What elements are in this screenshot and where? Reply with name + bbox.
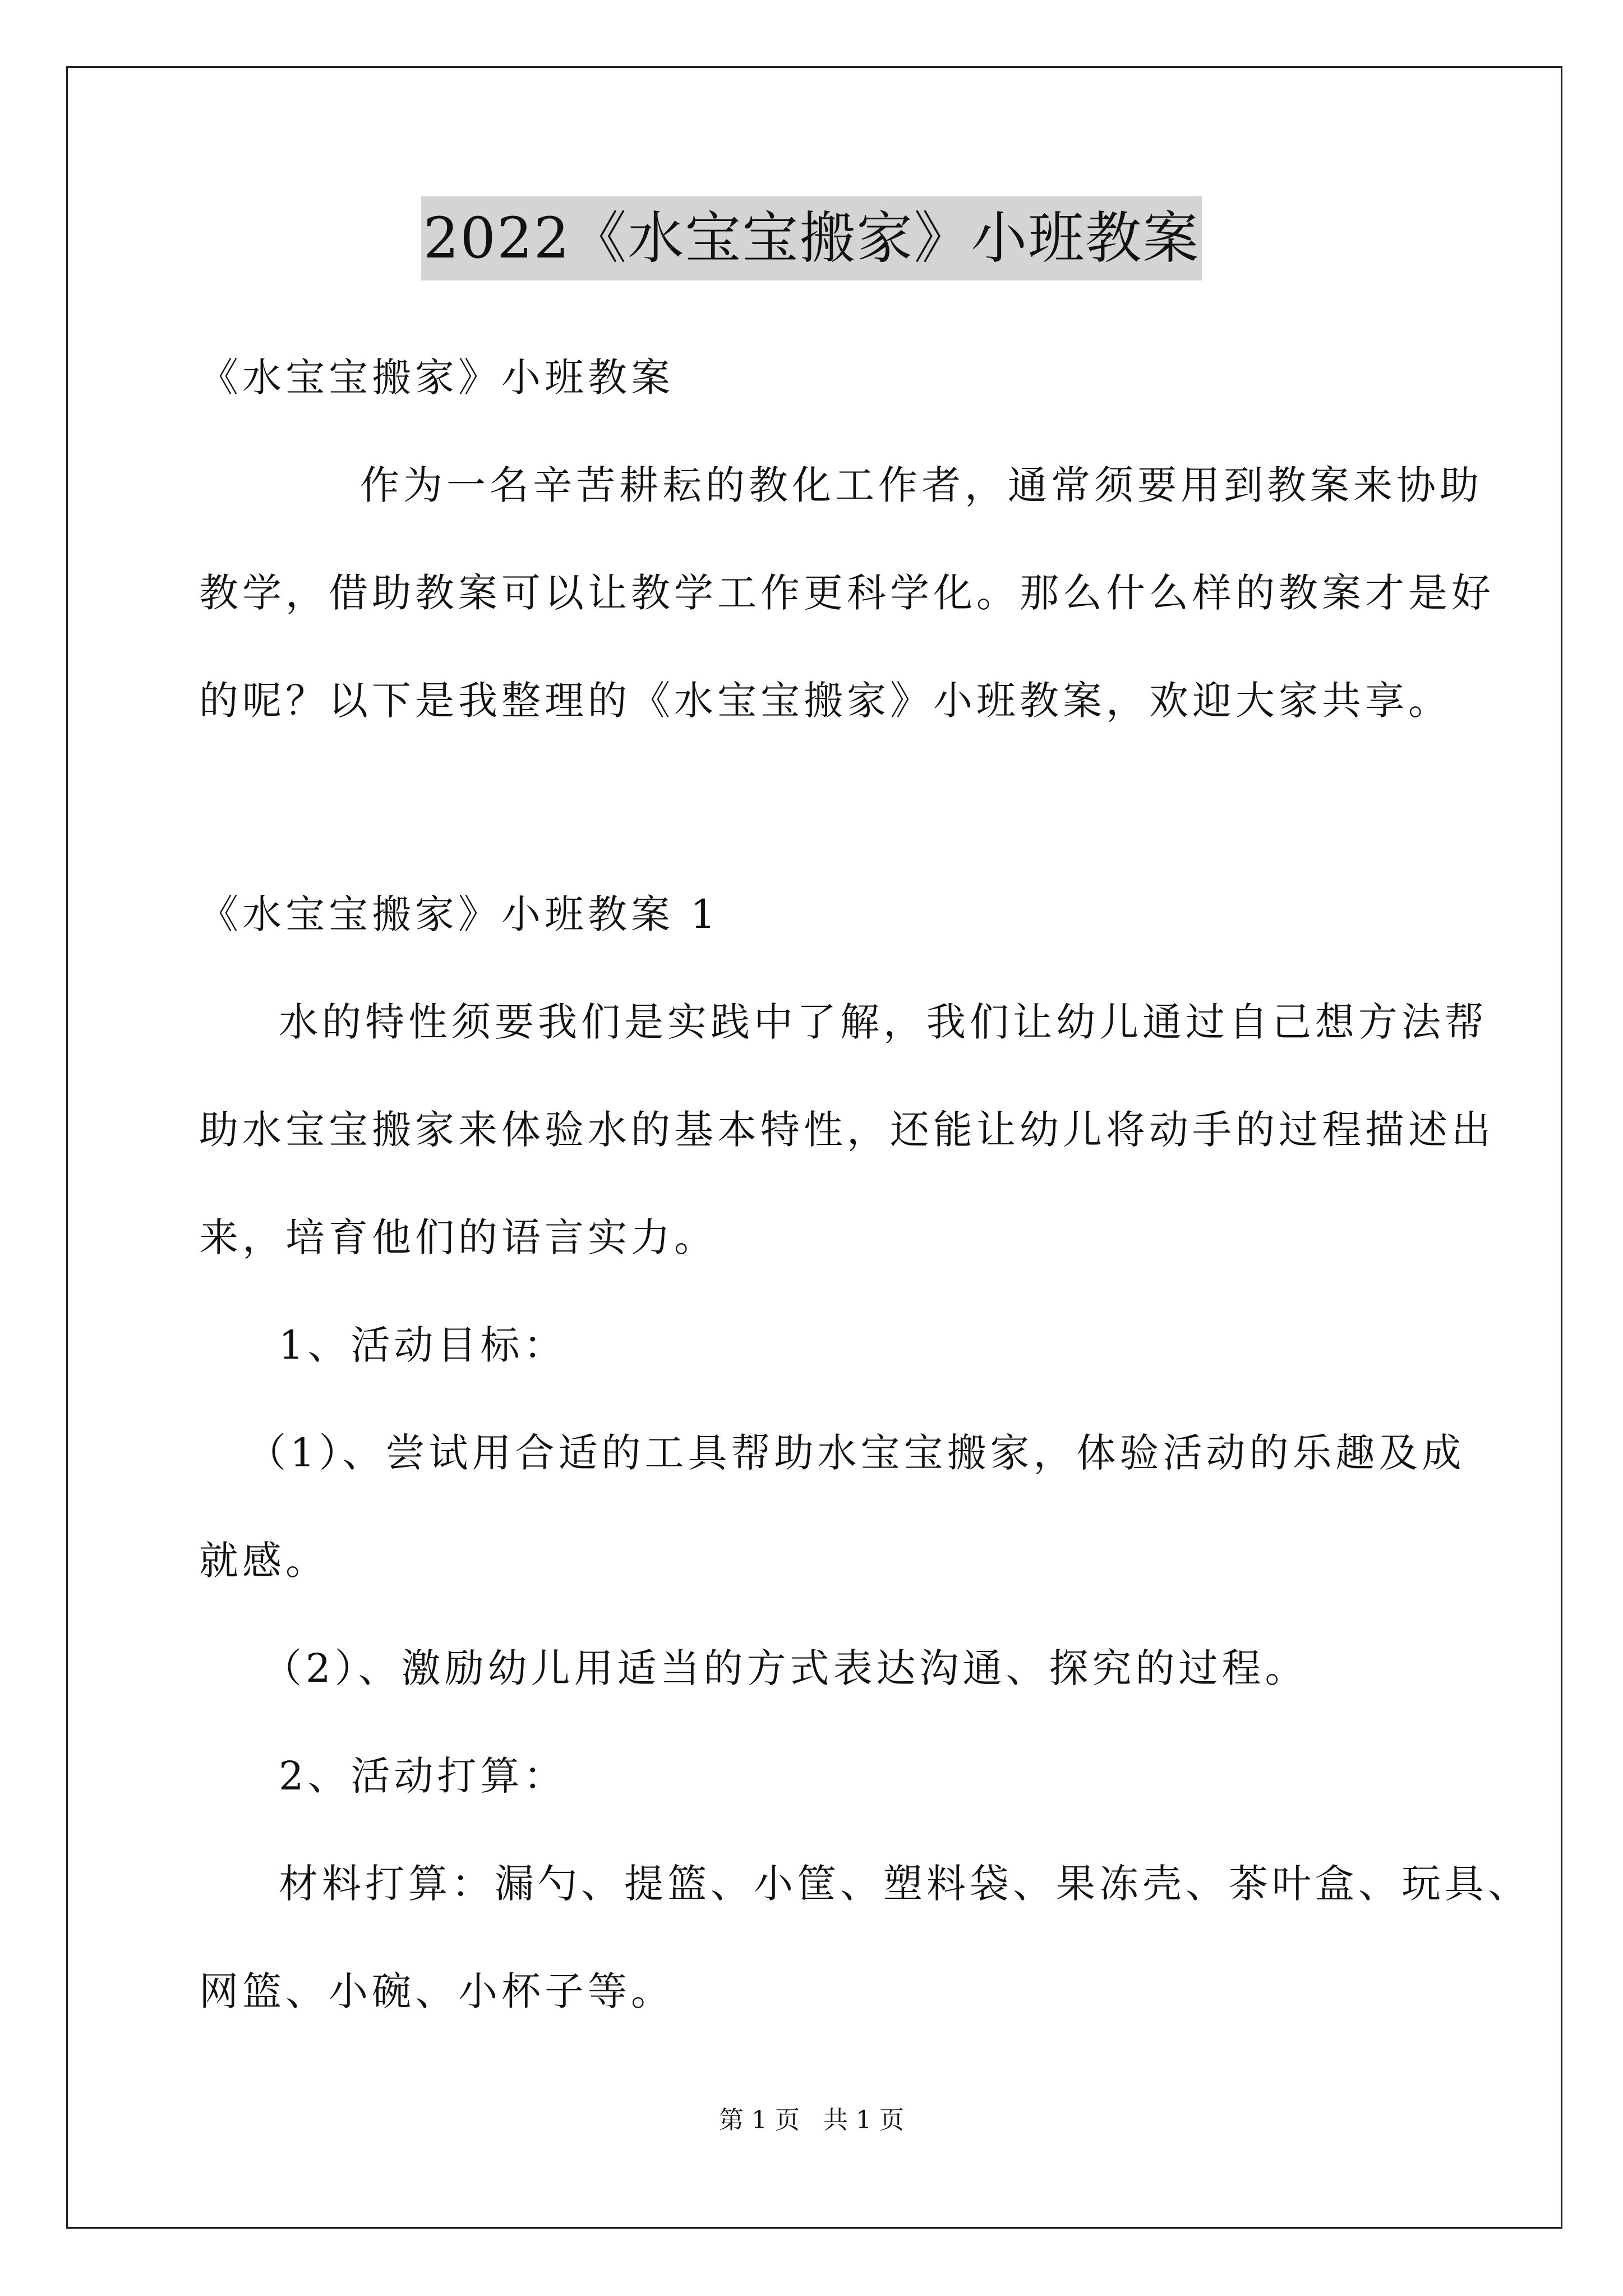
goal-heading: 1、活动目标： bbox=[279, 1322, 567, 1368]
goal1-line-1: （1）、尝试用合适的工具帮助水宝宝搬家，体验活动的乐趣及成 bbox=[247, 1430, 1465, 1476]
section-title: 《水宝宝搬家》小班教案 1 bbox=[199, 891, 720, 937]
document-title: 2022《水宝宝搬家》小班教案 bbox=[421, 196, 1202, 280]
materials-line-2: 网篮、小碗、小杯子等。 bbox=[199, 1968, 674, 2014]
intro-line-3: 的呢？以下是我整理的《水宝宝搬家》小班教案，欢迎大家共享。 bbox=[199, 678, 1451, 724]
subtitle: 《水宝宝搬家》小班教案 bbox=[199, 355, 674, 401]
paragraph-line-3: 来，培育他们的语言实力。 bbox=[199, 1214, 717, 1260]
prep-heading: 2、活动打算： bbox=[279, 1753, 567, 1799]
materials-line-1: 材料打算：漏勺、提篮、小筐、塑料袋、果冻壳、茶叶盒、玩具、 bbox=[279, 1861, 1531, 1907]
intro-line-2: 教学，借助教案可以让教学工作更科学化。那么什么样的教案才是好 bbox=[199, 570, 1495, 616]
goal2-line: （2）、激励幼儿用适当的方式表达沟通、探究的过程。 bbox=[262, 1645, 1308, 1691]
paragraph-line-1: 水的特性须要我们是实践中了解，我们让幼儿通过自己想方法帮 bbox=[279, 999, 1488, 1045]
paragraph-line-2: 助水宝宝搬家来体验水的基本特性，还能让幼儿将动手的过程描述出 bbox=[199, 1107, 1495, 1153]
page-footer: 第 1 页 共 1 页 bbox=[719, 2106, 904, 2134]
title-container bbox=[0, 196, 1623, 280]
goal1-line-2: 就感。 bbox=[199, 1538, 329, 1584]
intro-line-1: 作为一名辛苦耕耘的教化工作者，通常须要用到教案来协助 bbox=[360, 462, 1483, 508]
